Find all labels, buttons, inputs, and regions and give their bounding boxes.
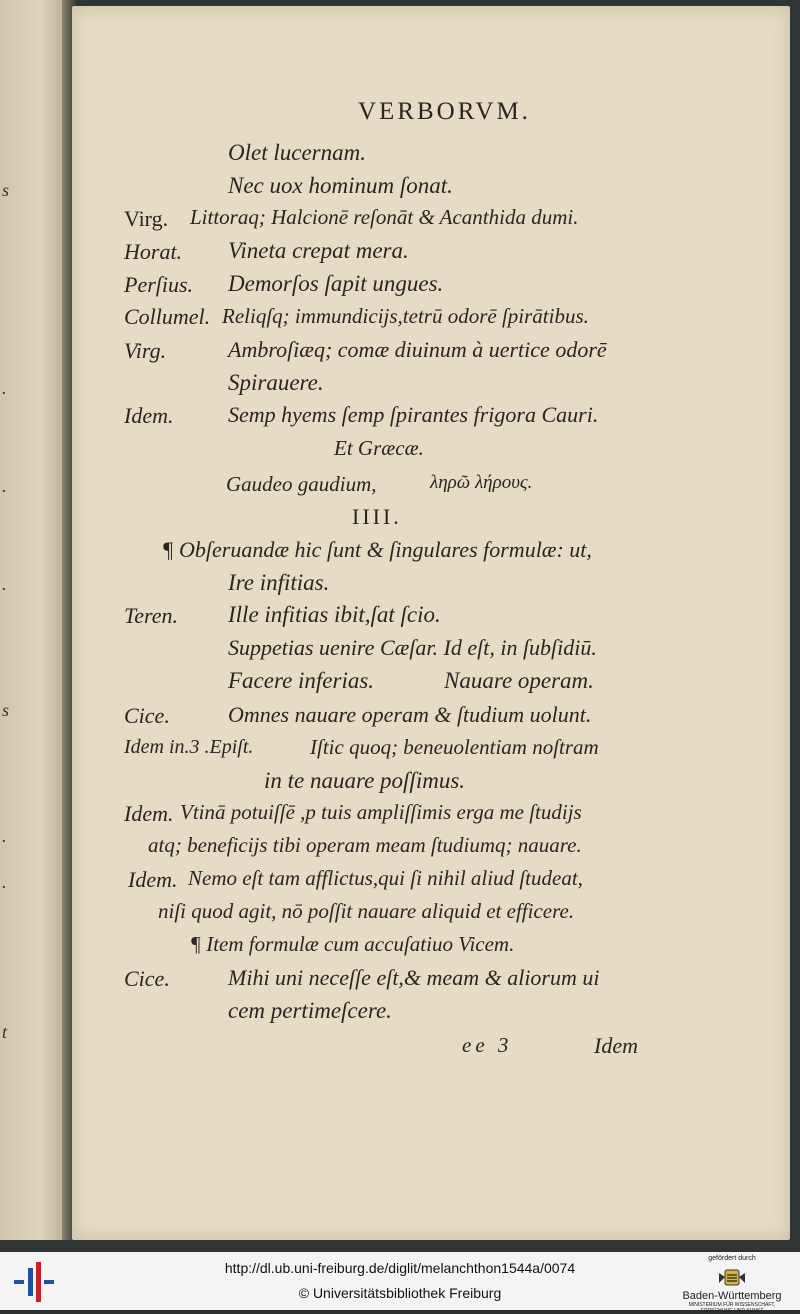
catchword: Idem — [594, 1033, 638, 1058]
text-line: Spirauere. — [228, 370, 324, 395]
text-line: Vineta crepat mera. — [228, 238, 409, 263]
text-line: Suppetias uenire Cæſar. Id eſt, in ſubſidiū. — [228, 635, 597, 660]
book-page — [72, 6, 790, 1240]
text-line: Omnes nauare operam & ſtudium uolunt. — [228, 702, 592, 727]
citation-label: Perſius. — [124, 272, 194, 297]
text-line: Reliqſq; immundicijs,tetrū odorē ſpirātibus. — [222, 304, 589, 328]
text-line: Iſtic quoq; beneuolentiam noſtram — [310, 735, 599, 759]
text-line: Ambroſiæq; comæ diuinum à uertice odorē — [228, 337, 607, 362]
sponsor-block — [672, 1255, 792, 1314]
sponsor-name: Baden-Württemberg — [682, 1290, 782, 1302]
permalink-url[interactable]: http://dl.ub.uni-freiburg.de/diglit/melanchthon1544a/0074 — [224, 1260, 576, 1276]
citation-label: Collumel. — [124, 304, 211, 329]
text-line: Nemo eſt tam afflictus,qui ſi nihil aliud ſtudeat, — [188, 866, 583, 890]
citation-label: Cice. — [124, 966, 170, 991]
text-line: cem pertimeſcere. — [228, 998, 392, 1023]
text-line: ¶ Obſeruandæ hic ſunt & ſingulares formulæ: ut, — [162, 537, 592, 562]
text-line: Mihi uni neceſſe eſt,& meam & aliorum ui — [228, 965, 600, 990]
state-crest-icon — [716, 1267, 748, 1287]
citation-label: Teren. — [124, 603, 178, 628]
citation-label: Idem. — [128, 867, 178, 892]
text-line: Demorſos ſapit ungues. — [228, 271, 444, 296]
text-line: Nauare operam. — [444, 668, 594, 693]
signature-mark: ee 3 — [462, 1033, 513, 1057]
citation-label: Idem. — [124, 403, 174, 428]
text-line: Facere inferias. — [228, 668, 375, 693]
citation-label: Virg. — [124, 338, 167, 363]
text-line: Semp hyems ſemp ſpirantes frigora Cauri. — [228, 402, 599, 427]
text-line: ¶ Item formulæ cum accuſatiuo Vicem. — [190, 932, 515, 956]
sponsor-caption: gefördert durch — [708, 1255, 756, 1262]
running-head: VERBORVM. — [358, 98, 531, 125]
text-line: Et Græcæ. — [334, 436, 424, 460]
text-line: Vtinā potuiſſē ,p tuis ampliſſimis erga me ſtudijs — [180, 800, 582, 824]
text-line: Ire infitias. — [228, 570, 330, 595]
greek-text: ληρῶ λήρους. — [430, 472, 533, 493]
text-line: Olet lucernam. — [228, 140, 366, 165]
citation-label: Cice. — [124, 703, 170, 728]
text-line: Littoraq; Halcionē reſonāt & Acanthida dumi. — [190, 205, 579, 229]
text-line: Nec uox hominum ſonat. — [228, 173, 453, 198]
sponsor-ministry: MINISTERIUM FÜR WISSENSCHAFT, FORSCHUNG UND KUNST — [688, 1302, 776, 1314]
section-number: IIII. — [352, 504, 402, 529]
text-line: niſi quod agit, nō poſſit nauare aliquid et efficere. — [158, 899, 575, 923]
citation-label: Idem. — [124, 801, 174, 826]
citation-label: Virg. — [124, 206, 169, 231]
citation-label: Horat. — [124, 239, 183, 264]
text-line: Gaudeo gaudium, — [226, 472, 377, 496]
copyright-notice: © Universitätsbibliothek Freiburg — [298, 1285, 502, 1301]
text-line: atq; beneficijs tibi operam meam ſtudiumq; nauare. — [148, 833, 582, 857]
text-line: in te nauare poſſimus. — [264, 768, 466, 793]
previous-page-edge: s . . . s . . t — [0, 0, 66, 1240]
text-line: Ille infitias ibit,ſat ſcio. — [228, 602, 441, 627]
citation-label: Idem in.3 .Epiſt. — [124, 736, 254, 758]
viewer-footer — [0, 1252, 800, 1314]
